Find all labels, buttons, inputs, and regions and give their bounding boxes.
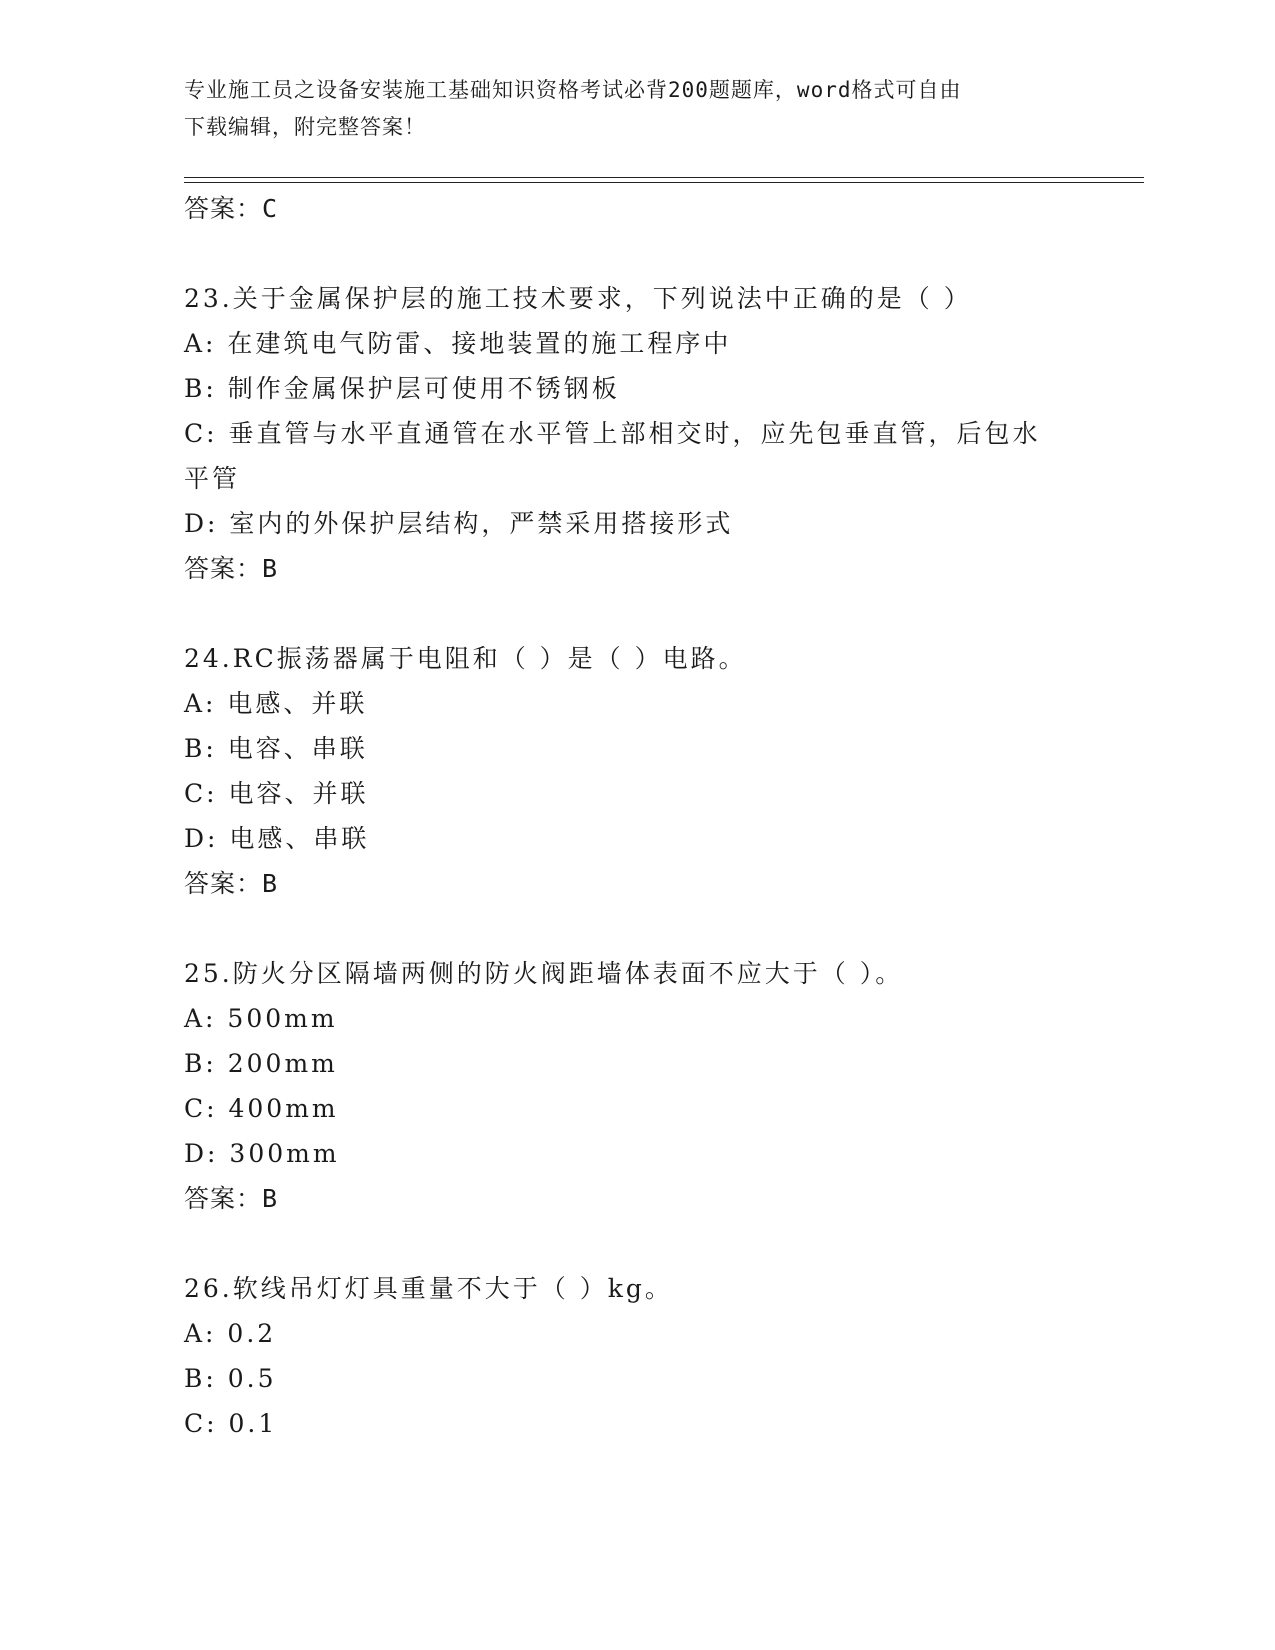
previous-answer [184, 186, 1084, 231]
header-divider-top [184, 177, 1144, 178]
answer-value: B [262, 1184, 279, 1213]
answer-line [184, 546, 1084, 591]
answer-value: C [262, 194, 279, 223]
header-line-1: 专业施工员之设备安装施工基础知识资格考试必背200题题库，word格式可自由 [184, 78, 962, 102]
option-a: A: 电感、并联 [184, 689, 368, 718]
option-c: C: 400mm [184, 1094, 339, 1123]
question-stem: 26.软线吊灯灯具重量不大于（ ）kg。 [184, 1274, 673, 1303]
answer-label: 答案： [184, 869, 263, 898]
answer-line [184, 861, 1084, 906]
answer-value: B [262, 554, 279, 583]
question-24 [184, 636, 1084, 906]
option-a: A: 在建筑电气防雷、接地装置的施工程序中 [184, 329, 732, 358]
option-a: A: 0.2 [184, 1319, 277, 1348]
question-26 [184, 1266, 1084, 1446]
answer-label: 答案： [184, 1184, 263, 1213]
answer-value: B [262, 869, 279, 898]
answer-label: 答案： [184, 554, 263, 583]
option-a: A: 500mm [184, 1004, 338, 1033]
document-header [184, 72, 1064, 146]
option-d: D: 电感、串联 [184, 824, 370, 853]
answer-label: 答案： [184, 194, 263, 223]
option-b: B: 制作金属保护层可使用不锈钢板 [184, 374, 620, 403]
answer-line [184, 1176, 1084, 1221]
question-list [184, 186, 1084, 1446]
option-b: B: 0.5 [184, 1364, 277, 1393]
header-line-2: 下载编辑，附完整答案！ [184, 115, 426, 139]
question-stem: 24.RC振荡器属于电阻和（ ）是（ ）电路。 [184, 644, 747, 673]
option-d: D: 室内的外保护层结构，严禁采用搭接形式 [184, 509, 734, 538]
question-stem: 25.防火分区隔墙两侧的防火阀距墙体表面不应大于（ ）。 [184, 959, 904, 988]
option-b: B: 电容、串联 [184, 734, 368, 763]
option-c: C: 电容、并联 [184, 779, 369, 808]
question-25 [184, 951, 1084, 1221]
option-d: D: 300mm [184, 1139, 340, 1168]
question-23 [184, 276, 1084, 591]
header-divider-bottom [184, 182, 1144, 183]
question-stem: 23.关于金属保护层的施工技术要求，下列说法中正确的是（ ） [184, 284, 972, 313]
option-c: C: 垂直管与水平直通管在水平管上部相交时，应先包垂直管，后包水平管 [184, 419, 1041, 493]
option-c: C: 0.1 [184, 1409, 278, 1438]
option-b: B: 200mm [184, 1049, 338, 1078]
